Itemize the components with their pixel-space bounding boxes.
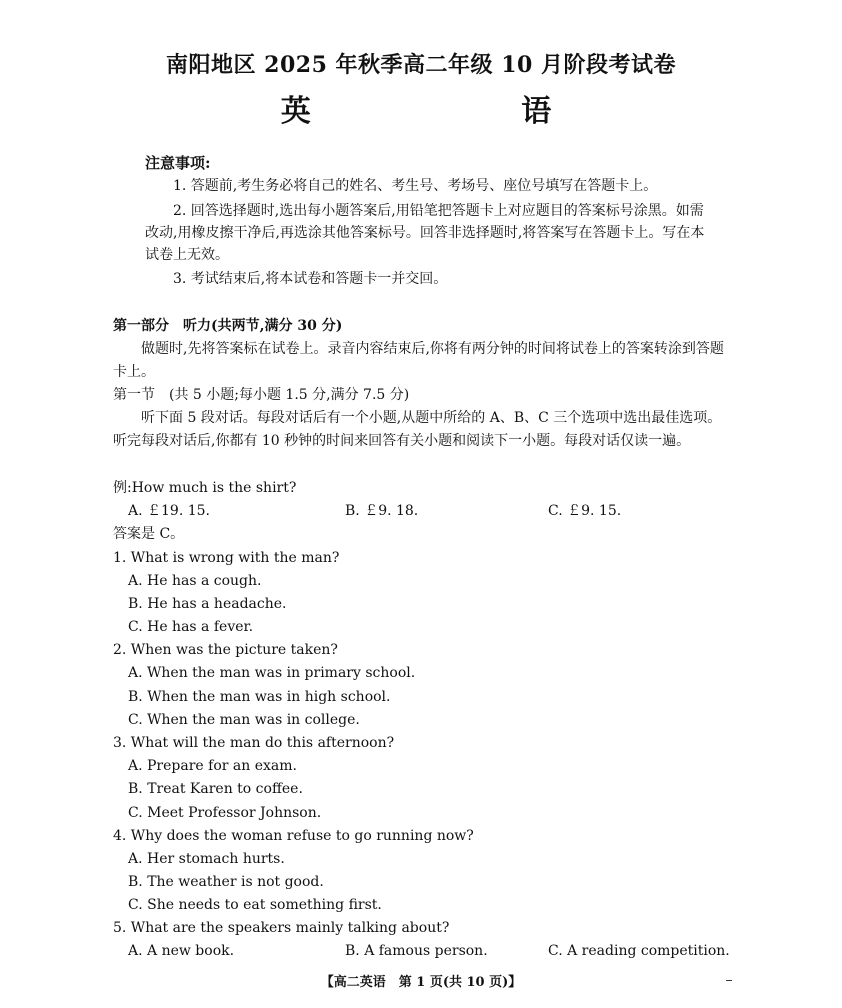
question-1-option-c: C. He has a fever. bbox=[128, 619, 254, 635]
notice-heading: 注意事项: bbox=[145, 154, 211, 172]
question-2-option-a: A. When the man was in primary school. bbox=[128, 665, 416, 681]
question-5-option-b: B. A famous person. bbox=[345, 943, 488, 959]
notice-item-1: 1. 答题前,考生务必将自己的姓名、考生号、考场号、座位号填写在答题卡上。 bbox=[173, 178, 658, 194]
notice-item-2: 2. 回答选择题时,选出每小题答案后,用铅笔把答题卡上对应题目的答案标号涂黑。如需改动,用橡皮擦干净后,再选涂其他答案标号。回答非选择题时,将答案写在答题卡上。写在本试卷上无效。 bbox=[145, 203, 705, 263]
question-2-option-b: B. When the man was in high school. bbox=[128, 689, 391, 705]
example-answer: 答案是 C。 bbox=[113, 526, 185, 542]
part1-heading: 第一部分 听力(共两节,满分 30 分) bbox=[113, 318, 343, 334]
corner-mark bbox=[726, 980, 732, 981]
question-2-option-c: C. When the man was in college. bbox=[128, 712, 360, 728]
subject-title: 英 语 bbox=[280, 94, 622, 129]
section1-heading: 第一节 (共 5 小题;每小题 1.5 分,满分 7.5 分) bbox=[113, 387, 410, 403]
exam-title: 南阳地区 2025 年秋季高二年级 10 月阶段考试卷 bbox=[166, 52, 676, 78]
part1-instruction: 做题时,先将答案标在试卷上。录音内容结束后,你将有两分钟的时间将试卷上的答案转涂到答题卡上。 bbox=[113, 341, 724, 380]
question-4: 4. Why does the woman refuse to go running now? bbox=[113, 828, 474, 844]
question-3-option-b: B. Treat Karen to coffee. bbox=[128, 781, 303, 797]
question-4-option-b: B. The weather is not good. bbox=[128, 874, 324, 890]
question-3-option-c: C. Meet Professor Johnson. bbox=[128, 805, 322, 821]
example-option-c: C. ￡9. 15. bbox=[548, 503, 622, 519]
question-3-option-a: A. Prepare for an exam. bbox=[128, 758, 297, 774]
section1-instruction: 听下面 5 段对话。每段对话后有一个小题,从题中所给的 A、B、C 三个选项中选出最佳选项。听完每段对话后,你都有 10 秒钟的时间来回答有关小题和阅读下一小题。每段对话仅读一遍。 bbox=[113, 410, 722, 449]
question-4-option-a: A. Her stomach hurts. bbox=[128, 851, 285, 867]
page-footer: 【高二英语 第 1 页(共 10 页)】 bbox=[320, 975, 522, 990]
question-3: 3. What will the man do this afternoon? bbox=[113, 735, 395, 751]
question-1: 1. What is wrong with the man? bbox=[113, 550, 340, 566]
example-option-a: A. ￡19. 15. bbox=[128, 503, 210, 519]
example-question: 例:How much is the shirt? bbox=[113, 480, 297, 496]
question-5-option-a: A. A new book. bbox=[128, 943, 235, 959]
question-5-option-c: C. A reading competition. bbox=[548, 943, 730, 959]
question-2: 2. When was the picture taken? bbox=[113, 642, 338, 658]
question-4-option-c: C. She needs to eat something first. bbox=[128, 897, 382, 913]
question-1-option-a: A. He has a cough. bbox=[128, 573, 262, 589]
notice-item-3: 3. 考试结束后,将本试卷和答题卡一并交回。 bbox=[173, 271, 448, 287]
question-5: 5. What are the speakers mainly talking about? bbox=[113, 920, 450, 936]
question-1-option-b: B. He has a headache. bbox=[128, 596, 287, 612]
example-option-b: B. ￡9. 18. bbox=[345, 503, 419, 519]
